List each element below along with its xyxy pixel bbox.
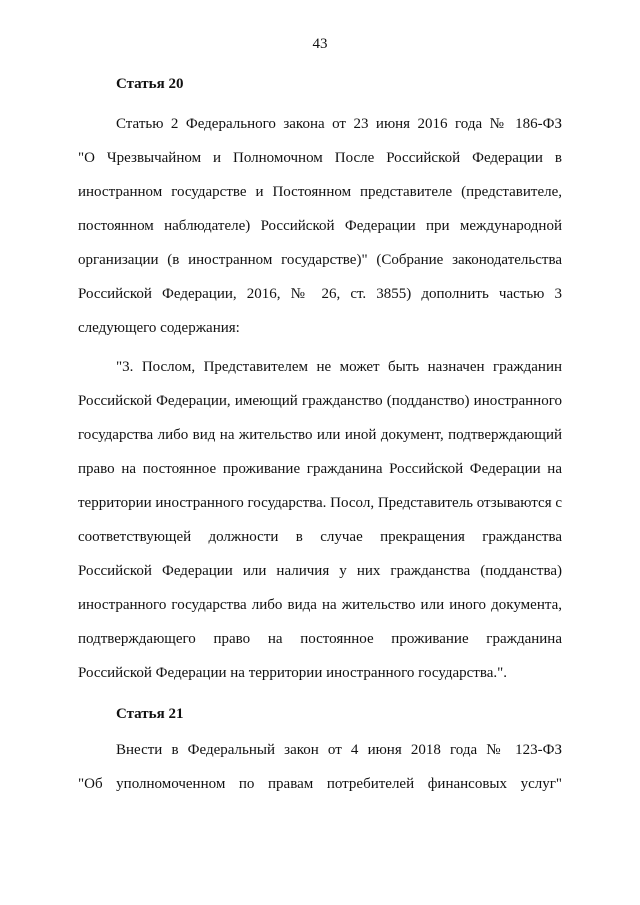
article-20-line: "3. Послом, Представителем не может быть назначен гражданин	[116, 359, 562, 375]
article-20-line: право на постоянное проживание гражданина Российской Федерации на	[78, 461, 562, 477]
article-20-line: следующего содержания:	[78, 320, 240, 336]
article-20-line: Статью 2 Федерального закона от 23 июня 2016 года № 186-ФЗ	[116, 116, 562, 132]
article-20-line: территории иностранного государства. Посол, Представитель отзываются с	[78, 495, 563, 511]
article-20-line: соответствующей должности в случае прекращения гражданства	[78, 529, 562, 545]
page-number: 43	[312, 36, 328, 52]
article-20-line: иностранного государства либо вида на жительство или иного документа,	[78, 597, 562, 613]
article-20-line: иностранном государстве и Постоянном представителе (представителе,	[78, 184, 562, 200]
article-20-line: Российской Федерации, имеющий гражданство (подданство) иностранного	[78, 393, 562, 409]
article-21-heading: Статья 21	[116, 706, 184, 722]
article-20-line: "О Чрезвычайном и Полномочном После Российской Федерации в	[78, 150, 562, 166]
article-21-line: Внести в Федеральный закон от 4 июня 2018 года № 123-ФЗ	[116, 742, 562, 758]
article-20-line: организации (в иностранном государстве)" (Собрание законодательства	[78, 252, 562, 268]
article-20-line: Российской Федерации на территории иностранного государства.".	[78, 665, 508, 681]
article-20-heading: Статья 20	[116, 76, 184, 92]
article-20-line: Российской Федерации, 2016, № 26, ст. 3855) дополнить частью 3	[78, 286, 562, 302]
article-20-line: постоянном наблюдателе) Российской Федерации при международной	[78, 218, 562, 234]
article-21-line: "Об уполномоченном по правам потребителей финансовых услуг"	[78, 776, 562, 792]
article-20-line: Российской Федерации или наличия у них гражданства (подданства)	[78, 563, 562, 579]
article-20-line: государства либо вид на жительство или иной документ, подтверждающий	[78, 427, 562, 443]
article-20-line: подтверждающего право на постоянное проживание гражданина	[78, 631, 562, 647]
